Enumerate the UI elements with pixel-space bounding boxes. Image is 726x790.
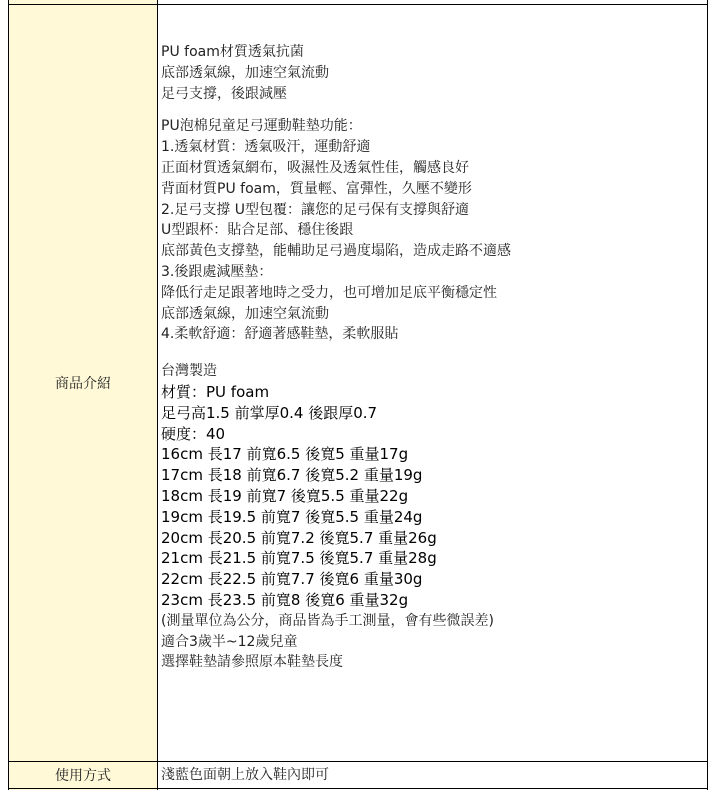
summary-line: 底部透氣線，加速空氣流動 — [161, 64, 329, 81]
feature-line: U型跟杯：貼合足部、穩住後跟 — [161, 222, 354, 239]
feature-line: 2.足弓支撐 U型包覆：讓您的足弓保有支撐與舒適 — [161, 201, 470, 218]
feature-line: 底部黃色支撐墊，能輔助足弓過度塌陷，造成走路不適感 — [161, 243, 511, 260]
usage-content — [158, 762, 708, 789]
size-row: 18cm 長19 前寬7 後寬5.5 重量22g — [161, 486, 409, 505]
product-intro-label: 商品介紹 — [9, 5, 158, 762]
size-row: 20cm 長20.5 前寬7.2 後寬5.7 重量26g — [161, 528, 437, 547]
size-row: 22cm 長22.5 前寬7.7 後寬6 重量30g — [161, 570, 423, 589]
note-line: (測量單位為公分，商品皆為手工測量，會有些微誤差) — [161, 612, 494, 629]
usage-row — [9, 762, 708, 789]
size-chart — [161, 444, 707, 610]
note-line: 選擇鞋墊請參照原本鞋墊長度 — [161, 654, 343, 671]
size-row: 17cm 長18 前寬6.7 後寬5.2 重量19g — [161, 466, 423, 485]
product-intro-content — [158, 5, 708, 762]
size-row: 23cm 長23.5 前寬8 後寬6 重量32g — [161, 590, 409, 609]
notes-block — [161, 611, 707, 673]
size-row: 16cm 長17 前寬6.5 後寬5 重量17g — [161, 445, 409, 464]
summary-line: 足弓支撐，後跟減壓 — [161, 85, 287, 102]
feature-line: 正面材質透氣網布，吸濕性及透氣性佳，觸感良好 — [161, 159, 469, 176]
note-line: 適合3歲半~12歲兒童 — [161, 633, 298, 650]
feature-line: 4.柔軟舒適：舒適著感鞋墊，柔軟服貼 — [161, 326, 399, 343]
size-row: 19cm 長19.5 前寬7 後寬5.5 重量24g — [161, 507, 423, 526]
product-intro-row — [9, 5, 708, 762]
feature-line: PU泡棉兒童足弓運動鞋墊功能： — [161, 118, 362, 135]
size-row: 21cm 長21.5 前寬7.5 後寬5.7 重量28g — [161, 549, 437, 568]
feature-line: 底部透氣線，加速空氣流動 — [161, 305, 329, 322]
summary-block — [161, 42, 707, 104]
spec-line: 材質：PU foam — [161, 382, 270, 401]
usage-label: 使用方式 — [9, 762, 158, 789]
specs-block — [161, 361, 707, 444]
spec-line: 台灣製造 — [161, 363, 217, 380]
feature-line: 3.後跟處減壓墊： — [161, 263, 273, 280]
product-spec-table — [8, 0, 708, 790]
spacer — [161, 345, 707, 361]
feature-line: 降低行走足跟著地時之受力，也可增加足底平衡穩定性 — [161, 284, 497, 301]
spacer — [161, 104, 707, 116]
spec-line: 硬度：40 — [161, 424, 226, 443]
feature-line: 背面材質PU foam，質量輕、富彈性，久壓不變形 — [161, 180, 472, 197]
spec-line: 足弓高1.5 前掌厚0.4 後跟厚0.7 — [161, 403, 378, 422]
feature-line: 1.透氣材質：透氣吸汗，運動舒適 — [161, 139, 371, 156]
summary-line: PU foam材質透氣抗菌 — [161, 44, 304, 60]
usage-text: 淺藍色面朝上放入鞋內即可 — [161, 767, 329, 783]
features-block — [161, 116, 707, 345]
